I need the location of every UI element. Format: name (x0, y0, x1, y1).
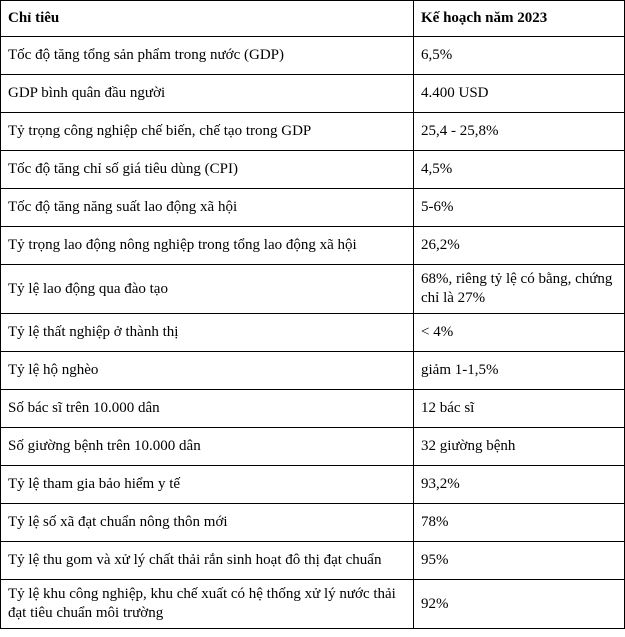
indicator-cell: Tỷ lệ số xã đạt chuẩn nông thôn mới (1, 504, 414, 542)
plan-cell: 4.400 USD (414, 75, 625, 113)
plan-cell: 95% (414, 542, 625, 580)
plan-cell: 6,5% (414, 37, 625, 75)
header-plan-2023: Kế hoạch năm 2023 (414, 1, 625, 37)
table-row (1, 466, 625, 504)
table-row (1, 265, 625, 314)
indicator-cell: Tỷ lệ tham gia bảo hiểm y tế (1, 466, 414, 504)
indicator-cell: Tỷ lệ thu gom và xử lý chất thải rắn sinh hoạt đô thị đạt chuẩn (1, 542, 414, 580)
plan-cell: 26,2% (414, 227, 625, 265)
plan-cell: 92% (414, 580, 625, 629)
table-row (1, 75, 625, 113)
plan-cell: 78% (414, 504, 625, 542)
table-row (1, 314, 625, 352)
plan-cell: giảm 1-1,5% (414, 352, 625, 390)
table-row (1, 113, 625, 151)
indicator-cell: Tỷ lệ hộ nghèo (1, 352, 414, 390)
plan-cell: < 4% (414, 314, 625, 352)
plan-cell: 25,4 - 25,8% (414, 113, 625, 151)
table-row (1, 390, 625, 428)
table-row (1, 189, 625, 227)
indicator-cell: Tốc độ tăng tổng sản phẩm trong nước (GDP) (1, 37, 414, 75)
table-row (1, 542, 625, 580)
indicator-cell: Tốc độ tăng năng suất lao động xã hội (1, 189, 414, 227)
table-row (1, 428, 625, 466)
table-row (1, 352, 625, 390)
table-row (1, 580, 625, 629)
indicator-cell: Tỷ trọng lao động nông nghiệp trong tổng lao động xã hội (1, 227, 414, 265)
table-row (1, 227, 625, 265)
table-header-row (1, 1, 625, 37)
indicator-cell: Tốc độ tăng chỉ số giá tiêu dùng (CPI) (1, 151, 414, 189)
plan-cell: 32 giường bệnh (414, 428, 625, 466)
indicator-cell: Tỷ trọng công nghiệp chế biến, chế tạo trong GDP (1, 113, 414, 151)
table-row (1, 151, 625, 189)
indicator-cell: Tỷ lệ khu công nghiệp, khu chế xuất có hệ thống xử lý nước thải đạt tiêu chuẩn môi trường (1, 580, 414, 629)
header-indicator: Chỉ tiêu (1, 1, 414, 37)
plan-cell: 12 bác sĩ (414, 390, 625, 428)
plan-cell: 68%, riêng tỷ lệ có bằng, chứng chỉ là 27% (414, 265, 625, 314)
indicator-cell: Tỷ lệ lao động qua đào tạo (1, 265, 414, 314)
plan-cell: 4,5% (414, 151, 625, 189)
plan-cell: 93,2% (414, 466, 625, 504)
indicator-cell: Tỷ lệ thất nghiệp ở thành thị (1, 314, 414, 352)
table-row (1, 504, 625, 542)
indicator-cell: GDP bình quân đầu người (1, 75, 414, 113)
table-row (1, 37, 625, 75)
plan-cell: 5-6% (414, 189, 625, 227)
indicator-cell: Số giường bệnh trên 10.000 dân (1, 428, 414, 466)
indicator-cell: Số bác sĩ trên 10.000 dân (1, 390, 414, 428)
